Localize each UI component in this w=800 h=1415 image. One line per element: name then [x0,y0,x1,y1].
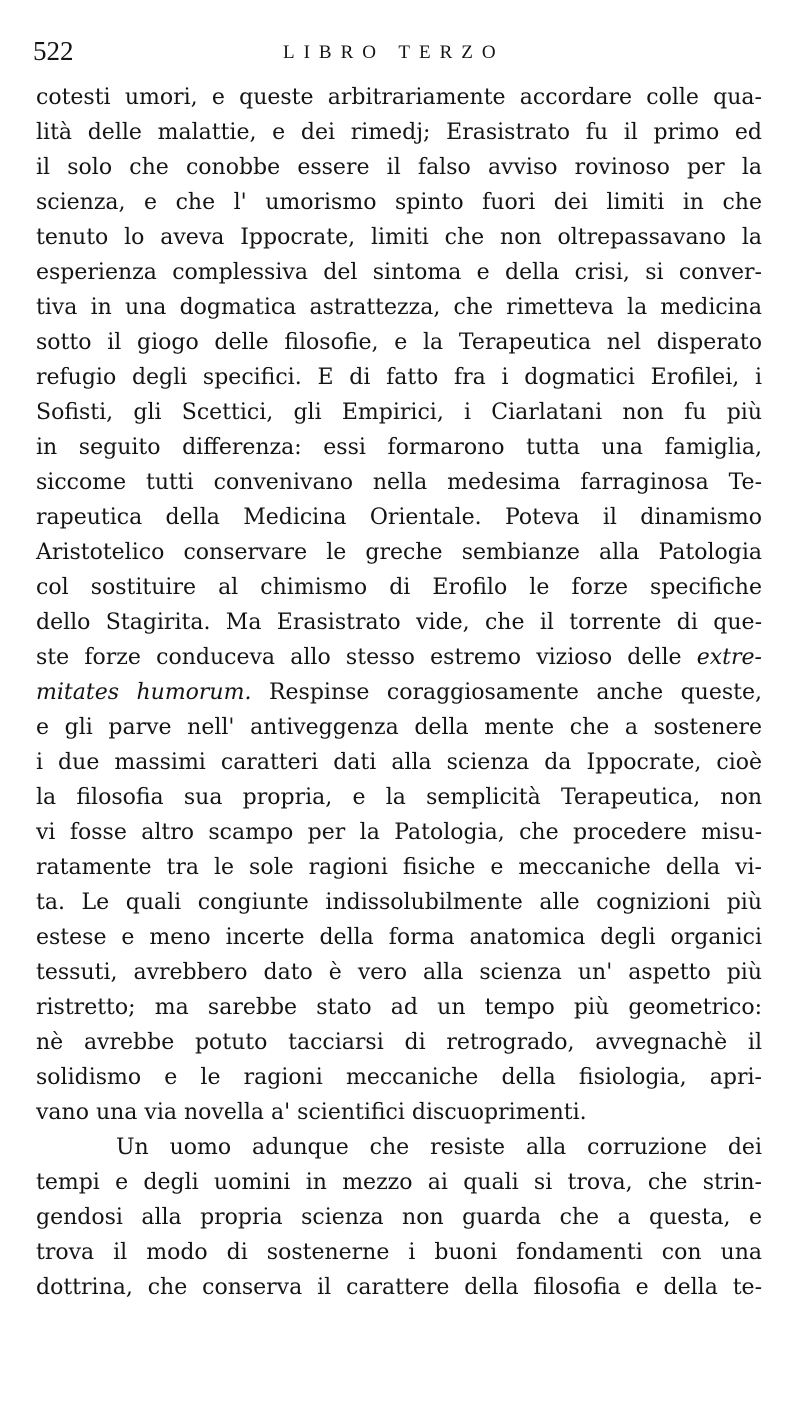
text-line: la filosofia sua propria, e la semplicità Terapeutica, non [36,785,762,810]
text-line: in seguito differenza: essi formarono tutta una famiglia, [36,435,762,460]
text-line: ratamente tra le sole ragioni fisiche e meccaniche della vi- [36,855,762,880]
text-line: lità delle malattie, e dei rimedj; Erasistrato fu il primo ed [36,120,762,145]
text-line: il solo che conobbe essere il falso avviso rovinoso per la [36,155,762,180]
text-line: estese e meno incerte della forma anatomica degli organici [36,925,762,950]
text-line: esperienza complessiva del sintoma e della crisi, si conver- [36,260,762,285]
text-line: vi fosse altro scampo per la Patologia, che procedere misu- [36,820,762,845]
text-segment: Respinse coraggiosamente anche queste, [268,680,763,705]
text-line: dello Stagirita. Ma Erasistrato vide, che il torrente di que- [36,610,762,635]
text-line: col sostituire al chimismo di Erofilo le forze specifiche [36,575,762,600]
text-line: ta. Le quali congiunte indissolubilmente alle cognizioni più [36,890,762,915]
text-line: cotesti umori, e queste arbitrariamente accordare colle qua- [36,85,762,110]
text-line: rapeutica della Medicina Orientale. Poteva il dinamismo [36,505,762,530]
page-header [33,36,773,76]
text-line: Aristotelico conservare le greche sembianze alla Patologia [36,540,762,565]
text-line: gendosi alla propria scienza non guarda che a questa, e [36,1205,762,1230]
running-head: LIBRO TERZO [283,42,505,63]
text-line: ristretto; ma sarebbe stato ad un tempo più geometrico: [36,995,762,1020]
text-line: trova il modo di sostenerne i buoni fondamenti con una [36,1240,762,1265]
text-line: tessuti, avrebbero dato è vero alla scienza un' aspetto più [36,960,762,985]
text-line [36,640,762,675]
text-line: scienza, e che l' umorismo spinto fuori dei limiti in che [36,190,762,215]
text-segment: ste forze conduceva allo stesso estremo vizioso delle [36,645,682,670]
italic-phrase: extre- [696,645,762,670]
text-line: siccome tutti convenivano nella medesima farraginosa Te- [36,470,762,495]
text-line: Un uomo adunque che resiste alla corruzione dei [116,1135,762,1160]
text-line: refugio degli specifici. E di fatto fra i dogmatici Erofilei, i [36,365,762,390]
text-line: dottrina, che conserva il carattere della filosofia e della te- [36,1275,762,1300]
text-line: tiva in una dogmatica astrattezza, che rimetteva la medicina [36,295,762,320]
page-number: 522 [33,36,74,66]
text-line: vano una via novella a' scientifici discuoprimenti. [36,1100,587,1125]
text-line: e gli parve nell' antiveggenza della mente che a sostenere [36,715,762,740]
text-line: Sofisti, gli Scettici, gli Empirici, i Ciarlatani non fu più [36,400,762,425]
body-text [36,80,762,1305]
italic-phrase: mitates humorum. [36,680,252,705]
text-line: solidismo e le ragioni meccaniche della fisiologia, apri- [36,1065,762,1090]
text-line: i due massimi caratteri dati alla scienza da Ippocrate, cioè [36,750,762,775]
text-line [36,675,762,710]
text-line: tempi e degli uomini in mezzo ai quali si trova, che strin- [36,1170,762,1195]
text-line: tenuto lo aveva Ippocrate, limiti che non oltrepassavano la [36,225,762,250]
text-line: sotto il giogo delle filosofie, e la Terapeutica nel disperato [36,330,762,355]
text-line: nè avrebbe potuto tacciarsi di retrogrado, avvegnachè il [36,1030,762,1055]
